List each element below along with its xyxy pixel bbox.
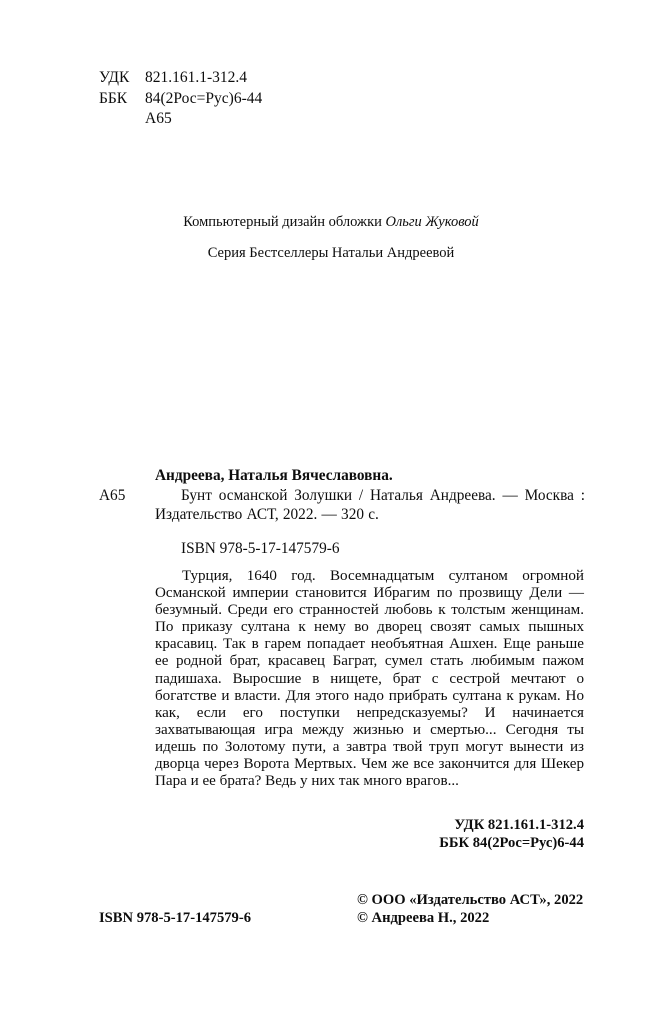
series-credit: Серия Бестселлеры Натальи Андреевой [207, 245, 455, 261]
classification-codes-top [99, 68, 262, 130]
book-annotation: Турция, 1640 год. Восемнадцатым султаном огромной Османской империи становится Ибрагим по прозвищу Дели — безумный. Среди его странностей любовь к толстым женщинам. По приказу султана к нему во дворец свозят самых пышных красавиц. Так в гарем попадает необъятная Ашхен. Еще раньше ее родной брат, красавец Баграт, сумел стать любимым пажом падишаха. Выросшие в нищете, брат с сестрой мечтают о богатстве и власти. Для этого надо прибрать султана к рукам. Но как, если его поступки непредсказуемы? И начинается захватывающая игра между жизнью и смертью... Сегодня ты идешь по Золотому пути, а завтра твой труп могут вынести из дворца через Ворота Мертвых. Чем же все закончится для Шекер Пара и ее брата? Ведь у них так много врагов... [155, 568, 584, 790]
credits-block [0, 214, 662, 262]
classification-codes-bottom [0, 817, 584, 852]
bbk-label-top: ББК [99, 89, 128, 107]
bbk-bottom: ББК 84(2Рос=Рус)6-44 [439, 834, 584, 851]
bbk-value-top: 84(2Рос=Рус)6-44 [145, 89, 263, 107]
udk-bottom: УДК 821.161.1-312.4 [454, 817, 584, 833]
udk-label-top: УДК [99, 69, 130, 86]
copyright-author: © Андреева Н., 2022 [357, 909, 490, 926]
biblio-isbn: ISBN 978-5-17-147579-6 [181, 539, 340, 557]
shelf-mark-top: А65 [145, 110, 172, 127]
cover-designer-name: Ольги Жуковой [385, 214, 479, 230]
footer-isbn: ISBN 978-5-17-147579-6 [99, 910, 252, 926]
biblio-shelf-mark: А65 [99, 486, 126, 504]
udk-value-top: 821.161.1-312.4 [145, 69, 248, 86]
cover-design-credit [0, 214, 662, 231]
copyright-publisher: © ООО «Издательство АСТ», 2022 [357, 892, 584, 908]
udk-row-top [99, 68, 262, 89]
shelf-mark-row-top [99, 109, 262, 130]
biblio-author: Андреева, Наталья Вячеславовна. [155, 467, 393, 484]
bibliographic-record [99, 466, 585, 558]
biblio-description-wrap [99, 486, 585, 525]
cover-design-prefix: Компьютерный дизайн обложки [183, 214, 386, 230]
bbk-row-top [99, 89, 262, 110]
copyright-block [357, 892, 583, 927]
biblio-description: Бунт османской Золушки / Наталья Андреева. — Москва : Издательство АСТ, 2022. — 320 с. [155, 486, 585, 523]
